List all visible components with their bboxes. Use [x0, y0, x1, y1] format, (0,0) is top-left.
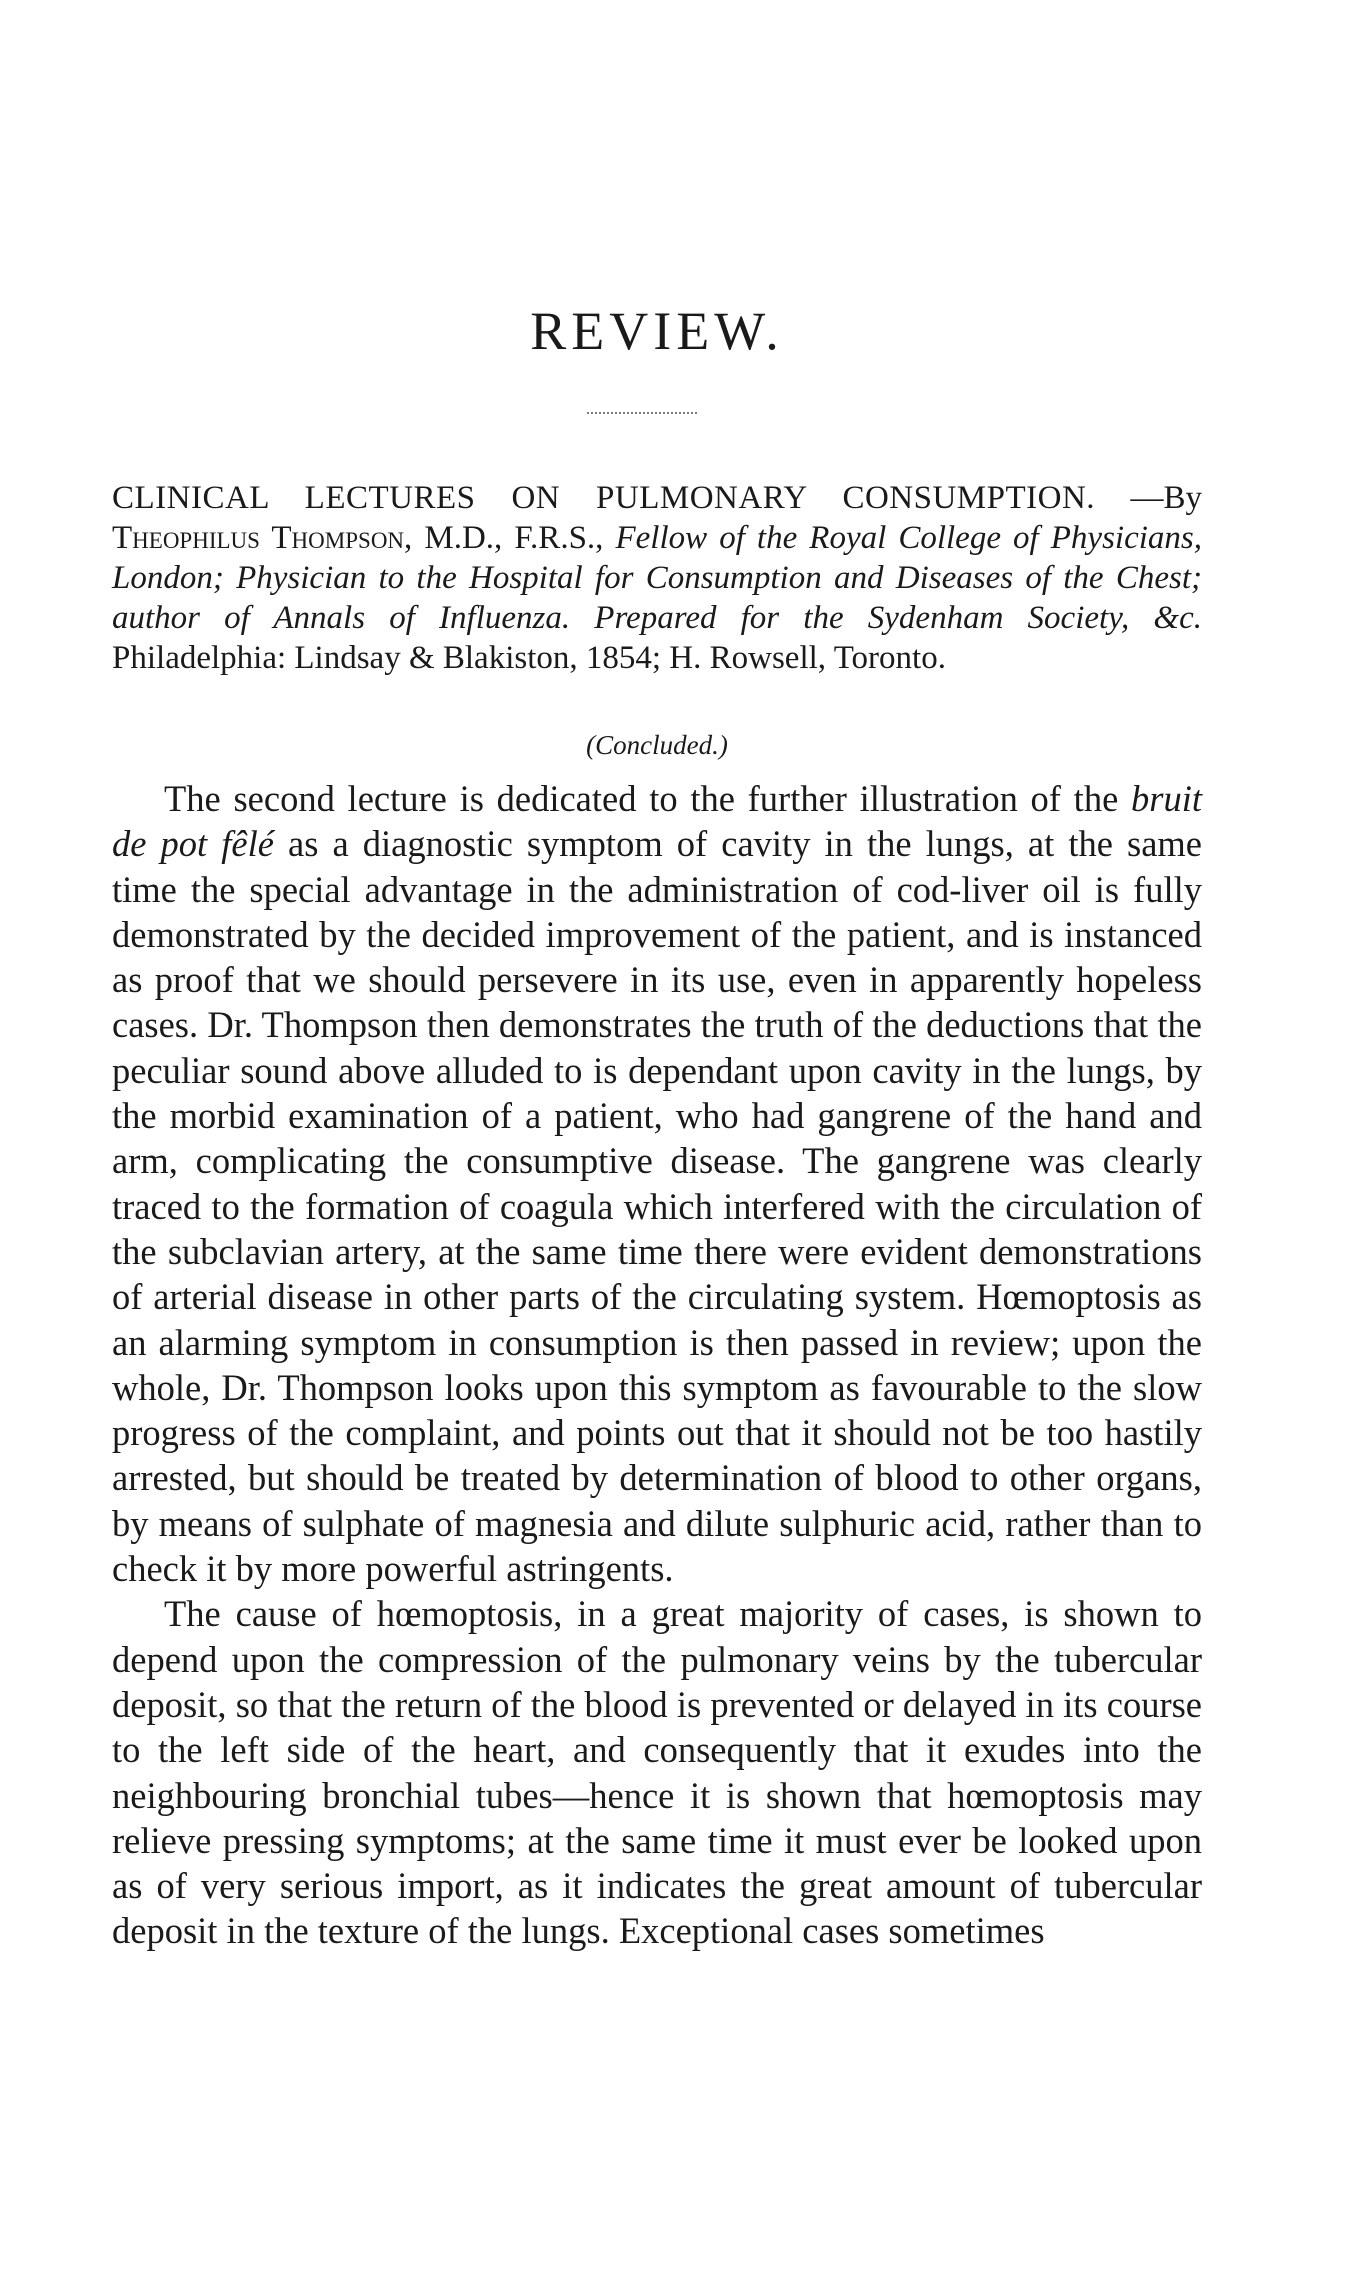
book-title: CLINICAL LECTURES ON PULMONARY CONSUMPTION. — [112, 480, 1096, 516]
author-credentials: , M.D., F.R.S., — [404, 520, 616, 556]
book-citation — [112, 478, 1202, 678]
by-prefix: —By — [1130, 480, 1203, 516]
section-title: REVIEW. — [530, 301, 784, 361]
paragraph-1-part-b: as a diagnostic symptom of cavity in the lungs, at the same time the special advantage in the administration of cod-liver oil is fully demonstrated by the decided improvement of the patient, and is instanced as proof that we should persevere in its use, even in apparently hopeless cases. Dr. Thompson then demonstrates the truth of the deductions that the peculiar sound above alluded to is dependant upon cavity in the lungs, by the morbid examination of a patient, who had gangrene of the hand and arm, complicating the consumptive disease. The gangrene was clearly traced to the formation of coagula which interfered with the circulation of the subclavian artery, at the same time there were evident demonstrations of arterial disease in other parts of the circulating system. Hœmoptosis as an alarming symptom in consumption is then passed in review; upon the whole, Dr. Thompson looks upon this symptom as favourable to the slow progress of the complaint, and points out that it should not be too hastily arrested, but should be treated by determination of blood to other organs, by means of sulphate of magnesia and dilute sulphuric acid, rather than to check it by more powerful astringents. — [112, 823, 1202, 1590]
publisher-line: Philadelphia: Lindsay & Blakiston, 1854; H. Rowsell, Toronto. — [112, 640, 946, 676]
concluded-note: (Concluded.) — [586, 730, 728, 760]
paragraph-1-part-a: The second lecture is dedicated to the further illustration of the — [164, 778, 1131, 819]
author-name: Theophilus Thompson — [112, 520, 405, 556]
journal-page — [112, 0, 1202, 2274]
paragraph-2: The cause of hœmoptosis, in a great majority of cases, is shown to depend upon the compression of the pulmonary veins by the tubercular deposit, so that the return of the blood is prevented or delayed in its course to the left side of the heart, and consequently that it exudes into the neighbouring bronchial tubes—hence it is shown that hœmoptosis may relieve pressing symptoms; at the same time it must ever be looked upon as of very serious import, as it indicates the great amount of tubercular deposit in the texture of the lungs. Exceptional cases sometimes — [112, 1593, 1202, 1952]
author-affiliation: Fellow of the Royal College of Physicians, London; Physician to the Hospital for Consumption and Diseases of the Chest; author of Annals of Influenza. Prepared for the Sydenham Society, &c. — [112, 520, 1202, 636]
paragraph-1-italic-term: bruit de pot fêlé — [112, 778, 1202, 865]
review-body — [112, 776, 1202, 1954]
title-divider — [587, 412, 697, 414]
paragraph-1 — [112, 776, 1202, 1591]
